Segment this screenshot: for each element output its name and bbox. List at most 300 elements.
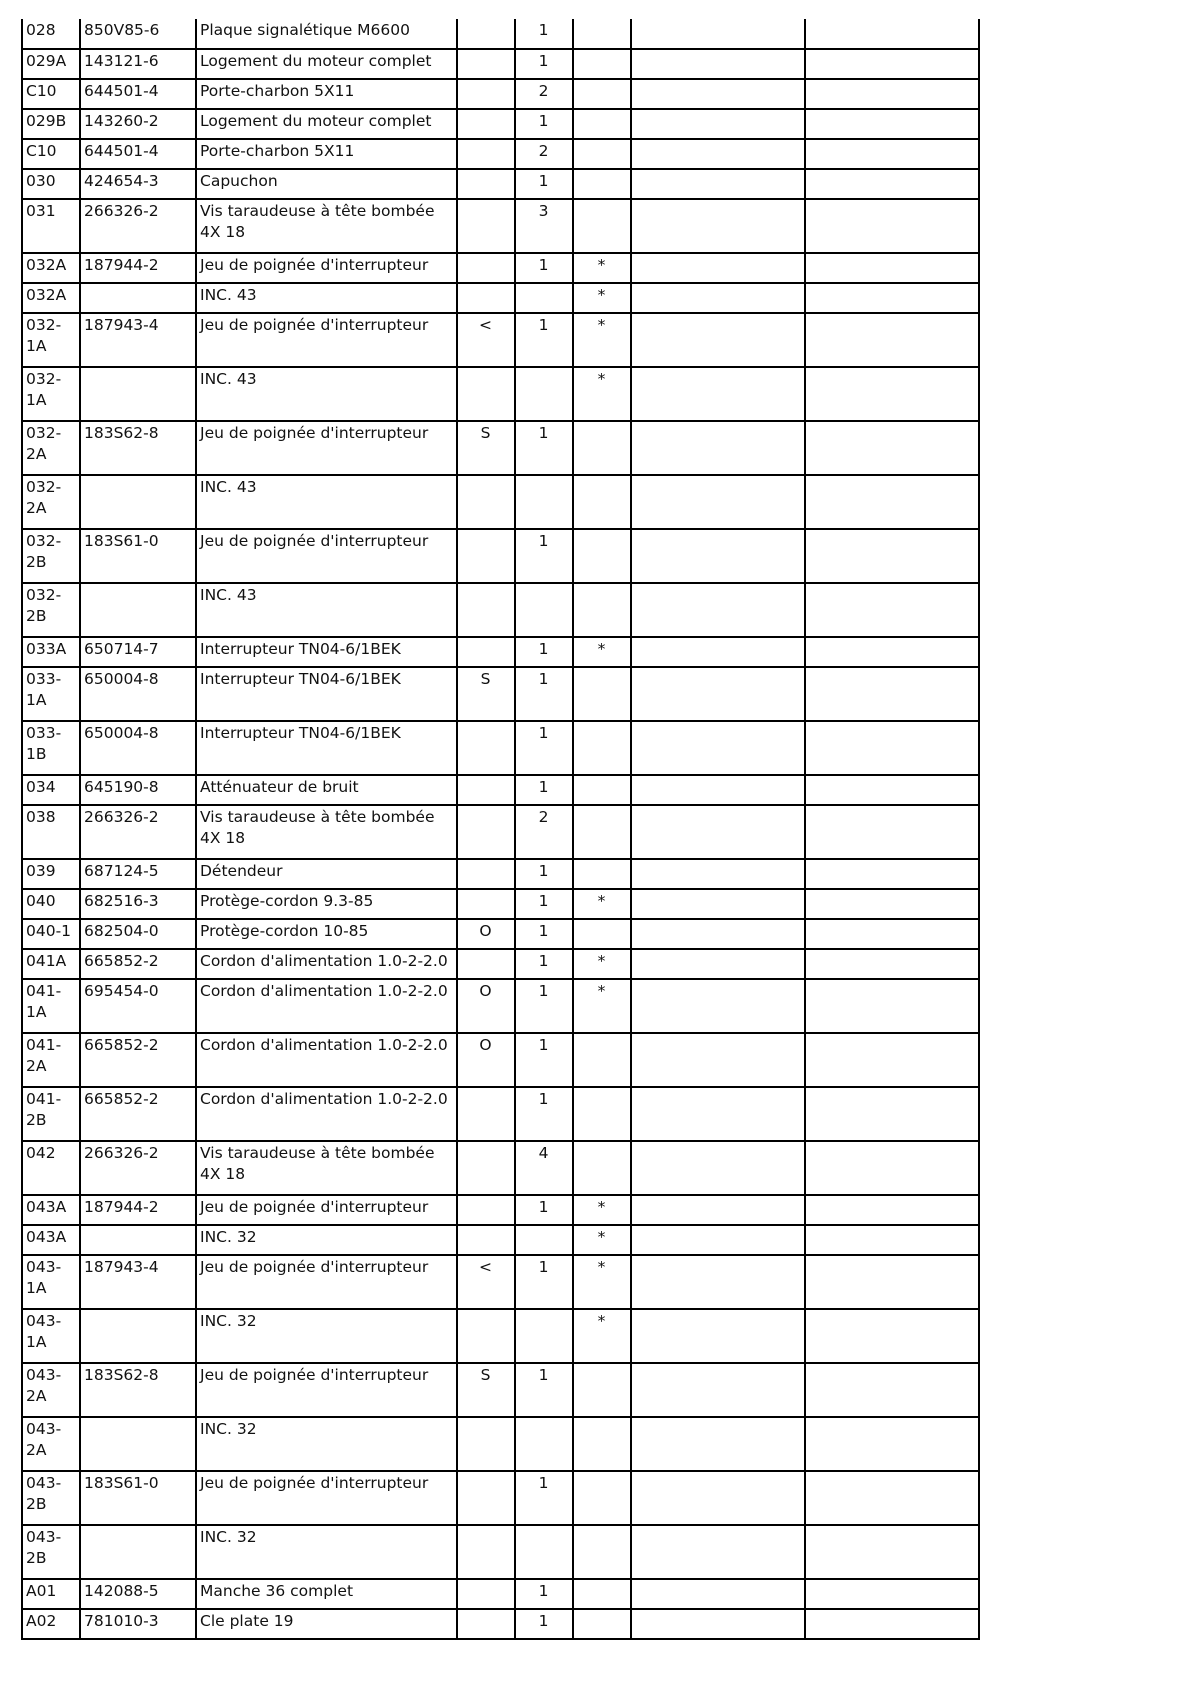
table-row xyxy=(22,529,979,583)
flag-cell xyxy=(573,421,631,475)
description-cell: Jeu de poignée d'interrupteur xyxy=(196,421,457,475)
quantity-cell: 1 xyxy=(515,859,573,889)
blank-cell xyxy=(631,979,805,1033)
item-number-cell: 032A xyxy=(22,253,80,283)
quantity-cell: 1 xyxy=(515,775,573,805)
table-row xyxy=(22,1471,979,1525)
item-number-cell: 043-2B xyxy=(22,1525,80,1579)
blank-cell xyxy=(631,1609,805,1639)
quantity-cell: 1 xyxy=(515,637,573,667)
table-row xyxy=(22,139,979,169)
part-number-cell: 644501-4 xyxy=(80,139,196,169)
description-cell: Interrupteur TN04-6/1BEK xyxy=(196,721,457,775)
item-number-cell: 040-1 xyxy=(22,919,80,949)
blank-cell xyxy=(631,421,805,475)
remark-cell xyxy=(457,1141,515,1195)
remark-cell: S xyxy=(457,421,515,475)
blank-cell xyxy=(805,979,979,1033)
blank-cell xyxy=(631,805,805,859)
description-cell: Protège-cordon 9.3-85 xyxy=(196,889,457,919)
description-cell: Porte-charbon 5X11 xyxy=(196,79,457,109)
item-number-cell: 032-2A xyxy=(22,475,80,529)
part-number-cell: 266326-2 xyxy=(80,199,196,253)
part-number-cell: 183S62-8 xyxy=(80,421,196,475)
table-row xyxy=(22,805,979,859)
table-row xyxy=(22,1225,979,1255)
blank-cell xyxy=(631,667,805,721)
flag-cell xyxy=(573,1087,631,1141)
item-number-cell: 032-2B xyxy=(22,583,80,637)
table-row xyxy=(22,169,979,199)
table-row xyxy=(22,889,979,919)
remark-cell xyxy=(457,1417,515,1471)
item-number-cell: 043A xyxy=(22,1225,80,1255)
item-number-cell: 028 xyxy=(22,19,80,49)
blank-cell xyxy=(631,109,805,139)
blank-cell xyxy=(805,1471,979,1525)
description-cell: Vis taraudeuse à tête bombée 4X 18 xyxy=(196,199,457,253)
blank-cell xyxy=(805,1225,979,1255)
table-row xyxy=(22,367,979,421)
table-row xyxy=(22,1525,979,1579)
remark-cell xyxy=(457,139,515,169)
description-cell: Manche 36 complet xyxy=(196,1579,457,1609)
remark-cell xyxy=(457,805,515,859)
flag-cell xyxy=(573,805,631,859)
quantity-cell: 1 xyxy=(515,979,573,1033)
blank-cell xyxy=(805,1195,979,1225)
blank-cell xyxy=(805,1309,979,1363)
remark-cell xyxy=(457,49,515,79)
quantity-cell: 1 xyxy=(515,1579,573,1609)
item-number-cell: C10 xyxy=(22,139,80,169)
part-number-cell: 143260-2 xyxy=(80,109,196,139)
part-number-cell: 650004-8 xyxy=(80,721,196,775)
flag-cell xyxy=(573,859,631,889)
remark-cell xyxy=(457,1225,515,1255)
remark-cell xyxy=(457,775,515,805)
table-row xyxy=(22,421,979,475)
part-number-cell: 143121-6 xyxy=(80,49,196,79)
table-row xyxy=(22,1609,979,1639)
flag-cell: * xyxy=(573,889,631,919)
blank-cell xyxy=(805,859,979,889)
table-row xyxy=(22,79,979,109)
flag-cell: * xyxy=(573,1195,631,1225)
quantity-cell: 1 xyxy=(515,1609,573,1639)
item-number-cell: 038 xyxy=(22,805,80,859)
blank-cell xyxy=(631,637,805,667)
table-row xyxy=(22,637,979,667)
item-number-cell: C10 xyxy=(22,79,80,109)
table-row xyxy=(22,49,979,79)
table-row xyxy=(22,721,979,775)
remark-cell xyxy=(457,637,515,667)
blank-cell xyxy=(631,1033,805,1087)
table-row xyxy=(22,283,979,313)
quantity-cell: 1 xyxy=(515,1255,573,1309)
quantity-cell xyxy=(515,583,573,637)
table-row xyxy=(22,1417,979,1471)
item-number-cell: 032-1A xyxy=(22,367,80,421)
blank-cell xyxy=(631,253,805,283)
part-number-cell: 424654-3 xyxy=(80,169,196,199)
description-cell: INC. 32 xyxy=(196,1225,457,1255)
flag-cell xyxy=(573,1417,631,1471)
description-cell: Jeu de poignée d'interrupteur xyxy=(196,253,457,283)
blank-cell xyxy=(805,253,979,283)
item-number-cell: 043A xyxy=(22,1195,80,1225)
flag-cell xyxy=(573,1609,631,1639)
blank-cell xyxy=(631,1141,805,1195)
blank-cell xyxy=(631,19,805,49)
flag-cell: * xyxy=(573,979,631,1033)
item-number-cell: 043-1A xyxy=(22,1309,80,1363)
flag-cell: * xyxy=(573,1309,631,1363)
blank-cell xyxy=(631,139,805,169)
blank-cell xyxy=(631,583,805,637)
blank-cell xyxy=(631,775,805,805)
item-number-cell: 033-1A xyxy=(22,667,80,721)
flag-cell xyxy=(573,169,631,199)
blank-cell xyxy=(631,1471,805,1525)
blank-cell xyxy=(805,49,979,79)
flag-cell xyxy=(573,1579,631,1609)
item-number-cell: 033A xyxy=(22,637,80,667)
blank-cell xyxy=(631,199,805,253)
blank-cell xyxy=(805,1579,979,1609)
blank-cell xyxy=(805,79,979,109)
quantity-cell: 1 xyxy=(515,1363,573,1417)
flag-cell xyxy=(573,1033,631,1087)
blank-cell xyxy=(805,169,979,199)
blank-cell xyxy=(805,775,979,805)
parts-list-body xyxy=(22,19,979,1639)
table-row xyxy=(22,1033,979,1087)
item-number-cell: 041-2B xyxy=(22,1087,80,1141)
blank-cell xyxy=(805,421,979,475)
quantity-cell: 1 xyxy=(515,421,573,475)
table-row xyxy=(22,199,979,253)
item-number-cell: 041-2A xyxy=(22,1033,80,1087)
blank-cell xyxy=(805,583,979,637)
blank-cell xyxy=(631,529,805,583)
blank-cell xyxy=(805,139,979,169)
description-cell: INC. 43 xyxy=(196,583,457,637)
part-number-cell: 650004-8 xyxy=(80,667,196,721)
description-cell: INC. 43 xyxy=(196,367,457,421)
quantity-cell: 1 xyxy=(515,313,573,367)
flag-cell: * xyxy=(573,253,631,283)
quantity-cell: 1 xyxy=(515,889,573,919)
table-row xyxy=(22,475,979,529)
item-number-cell: 033-1B xyxy=(22,721,80,775)
item-number-cell: 041A xyxy=(22,949,80,979)
table-row xyxy=(22,19,979,49)
remark-cell: O xyxy=(457,979,515,1033)
description-cell: Interrupteur TN04-6/1BEK xyxy=(196,667,457,721)
quantity-cell: 2 xyxy=(515,139,573,169)
quantity-cell xyxy=(515,475,573,529)
description-cell: INC. 43 xyxy=(196,475,457,529)
remark-cell xyxy=(457,1471,515,1525)
blank-cell xyxy=(631,313,805,367)
table-row xyxy=(22,1255,979,1309)
blank-cell xyxy=(631,475,805,529)
part-number-cell xyxy=(80,1417,196,1471)
quantity-cell xyxy=(515,1225,573,1255)
blank-cell xyxy=(805,919,979,949)
blank-cell xyxy=(631,1195,805,1225)
blank-cell xyxy=(805,721,979,775)
remark-cell xyxy=(457,1087,515,1141)
remark-cell xyxy=(457,169,515,199)
blank-cell xyxy=(805,889,979,919)
part-number-cell: 682504-0 xyxy=(80,919,196,949)
blank-cell xyxy=(805,313,979,367)
remark-cell xyxy=(457,79,515,109)
blank-cell xyxy=(631,889,805,919)
blank-cell xyxy=(805,1033,979,1087)
part-number-cell xyxy=(80,1309,196,1363)
blank-cell xyxy=(631,1225,805,1255)
blank-cell xyxy=(805,1141,979,1195)
quantity-cell: 1 xyxy=(515,253,573,283)
part-number-cell: 187943-4 xyxy=(80,1255,196,1309)
part-number-cell: 850V85-6 xyxy=(80,19,196,49)
part-number-cell: 266326-2 xyxy=(80,1141,196,1195)
table-row xyxy=(22,859,979,889)
item-number-cell: 029A xyxy=(22,49,80,79)
blank-cell xyxy=(805,475,979,529)
quantity-cell: 1 xyxy=(515,667,573,721)
blank-cell xyxy=(805,805,979,859)
part-number-cell: 183S62-8 xyxy=(80,1363,196,1417)
description-cell: INC. 43 xyxy=(196,283,457,313)
item-number-cell: 031 xyxy=(22,199,80,253)
description-cell: INC. 32 xyxy=(196,1525,457,1579)
remark-cell xyxy=(457,1579,515,1609)
flag-cell: * xyxy=(573,1225,631,1255)
quantity-cell: 1 xyxy=(515,919,573,949)
flag-cell xyxy=(573,49,631,79)
item-number-cell: 041-1A xyxy=(22,979,80,1033)
description-cell: Logement du moteur complet xyxy=(196,109,457,139)
remark-cell: O xyxy=(457,1033,515,1087)
table-row xyxy=(22,949,979,979)
description-cell: Vis taraudeuse à tête bombée 4X 18 xyxy=(196,805,457,859)
remark-cell xyxy=(457,1309,515,1363)
item-number-cell: 042 xyxy=(22,1141,80,1195)
flag-cell: * xyxy=(573,313,631,367)
item-number-cell: 032-1A xyxy=(22,313,80,367)
flag-cell xyxy=(573,1525,631,1579)
blank-cell xyxy=(631,1309,805,1363)
item-number-cell: 040 xyxy=(22,889,80,919)
flag-cell xyxy=(573,667,631,721)
description-cell: Protège-cordon 10-85 xyxy=(196,919,457,949)
flag-cell: * xyxy=(573,1255,631,1309)
remark-cell xyxy=(457,283,515,313)
description-cell: Cordon d'alimentation 1.0-2-2.0 xyxy=(196,949,457,979)
flag-cell xyxy=(573,529,631,583)
part-number-cell: 644501-4 xyxy=(80,79,196,109)
quantity-cell: 1 xyxy=(515,721,573,775)
remark-cell xyxy=(457,529,515,583)
blank-cell xyxy=(805,1525,979,1579)
part-number-cell xyxy=(80,583,196,637)
flag-cell xyxy=(573,475,631,529)
flag-cell xyxy=(573,1471,631,1525)
blank-cell xyxy=(631,79,805,109)
table-row xyxy=(22,253,979,283)
item-number-cell: A01 xyxy=(22,1579,80,1609)
quantity-cell: 2 xyxy=(515,805,573,859)
item-number-cell: 032A xyxy=(22,283,80,313)
table-row xyxy=(22,1579,979,1609)
table-row xyxy=(22,667,979,721)
remark-cell xyxy=(457,475,515,529)
item-number-cell: 030 xyxy=(22,169,80,199)
table-row xyxy=(22,313,979,367)
item-number-cell: 029B xyxy=(22,109,80,139)
remark-cell xyxy=(457,859,515,889)
quantity-cell xyxy=(515,1309,573,1363)
blank-cell xyxy=(631,367,805,421)
quantity-cell: 3 xyxy=(515,199,573,253)
remark-cell xyxy=(457,19,515,49)
part-number-cell: 187944-2 xyxy=(80,253,196,283)
quantity-cell: 1 xyxy=(515,1087,573,1141)
part-number-cell: 183S61-0 xyxy=(80,1471,196,1525)
remark-cell xyxy=(457,109,515,139)
item-number-cell: 043-2A xyxy=(22,1417,80,1471)
description-cell: Jeu de poignée d'interrupteur xyxy=(196,313,457,367)
description-cell: Jeu de poignée d'interrupteur xyxy=(196,1363,457,1417)
description-cell: Jeu de poignée d'interrupteur xyxy=(196,529,457,583)
remark-cell xyxy=(457,721,515,775)
table-row xyxy=(22,1309,979,1363)
remark-cell xyxy=(457,583,515,637)
item-number-cell: 032-2B xyxy=(22,529,80,583)
flag-cell xyxy=(573,775,631,805)
quantity-cell xyxy=(515,1525,573,1579)
part-number-cell: 781010-3 xyxy=(80,1609,196,1639)
flag-cell: * xyxy=(573,367,631,421)
description-cell: INC. 32 xyxy=(196,1309,457,1363)
item-number-cell: 043-2A xyxy=(22,1363,80,1417)
flag-cell xyxy=(573,1141,631,1195)
description-cell: Détendeur xyxy=(196,859,457,889)
part-number-cell: 665852-2 xyxy=(80,1033,196,1087)
blank-cell xyxy=(631,949,805,979)
blank-cell xyxy=(805,367,979,421)
blank-cell xyxy=(631,1087,805,1141)
part-number-cell xyxy=(80,283,196,313)
remark-cell xyxy=(457,253,515,283)
quantity-cell: 2 xyxy=(515,79,573,109)
description-cell: INC. 32 xyxy=(196,1417,457,1471)
part-number-cell: 266326-2 xyxy=(80,805,196,859)
part-number-cell: 695454-0 xyxy=(80,979,196,1033)
part-number-cell: 650714-7 xyxy=(80,637,196,667)
blank-cell xyxy=(631,1525,805,1579)
blank-cell xyxy=(805,1609,979,1639)
quantity-cell xyxy=(515,367,573,421)
blank-cell xyxy=(631,49,805,79)
item-number-cell: 039 xyxy=(22,859,80,889)
table-row xyxy=(22,1195,979,1225)
blank-cell xyxy=(631,283,805,313)
description-cell: Vis taraudeuse à tête bombée 4X 18 xyxy=(196,1141,457,1195)
table-row xyxy=(22,775,979,805)
description-cell: Cordon d'alimentation 1.0-2-2.0 xyxy=(196,979,457,1033)
remark-cell: < xyxy=(457,1255,515,1309)
flag-cell xyxy=(573,19,631,49)
blank-cell xyxy=(631,1579,805,1609)
flag-cell xyxy=(573,721,631,775)
part-number-cell: 645190-8 xyxy=(80,775,196,805)
description-cell: Jeu de poignée d'interrupteur xyxy=(196,1471,457,1525)
blank-cell xyxy=(631,919,805,949)
quantity-cell: 1 xyxy=(515,109,573,139)
table-row xyxy=(22,109,979,139)
blank-cell xyxy=(631,169,805,199)
description-cell: Cordon d'alimentation 1.0-2-2.0 xyxy=(196,1087,457,1141)
blank-cell xyxy=(805,1363,979,1417)
flag-cell xyxy=(573,583,631,637)
remark-cell xyxy=(457,1195,515,1225)
description-cell: Plaque signalétique M6600 xyxy=(196,19,457,49)
blank-cell xyxy=(805,529,979,583)
part-number-cell xyxy=(80,475,196,529)
quantity-cell: 1 xyxy=(515,949,573,979)
item-number-cell: 043-1A xyxy=(22,1255,80,1309)
part-number-cell: 187943-4 xyxy=(80,313,196,367)
item-number-cell: A02 xyxy=(22,1609,80,1639)
quantity-cell: 1 xyxy=(515,1195,573,1225)
part-number-cell: 142088-5 xyxy=(80,1579,196,1609)
table-row xyxy=(22,1141,979,1195)
table-row xyxy=(22,583,979,637)
remark-cell xyxy=(457,199,515,253)
description-cell: Interrupteur TN04-6/1BEK xyxy=(196,637,457,667)
flag-cell xyxy=(573,79,631,109)
flag-cell xyxy=(573,139,631,169)
quantity-cell: 1 xyxy=(515,1033,573,1087)
quantity-cell: 4 xyxy=(515,1141,573,1195)
remark-cell: S xyxy=(457,1363,515,1417)
quantity-cell: 1 xyxy=(515,19,573,49)
blank-cell xyxy=(805,949,979,979)
flag-cell xyxy=(573,199,631,253)
flag-cell xyxy=(573,919,631,949)
item-number-cell: 043-2B xyxy=(22,1471,80,1525)
description-cell: Logement du moteur complet xyxy=(196,49,457,79)
remark-cell xyxy=(457,1609,515,1639)
table-row xyxy=(22,919,979,949)
item-number-cell: 032-2A xyxy=(22,421,80,475)
blank-cell xyxy=(805,1417,979,1471)
blank-cell xyxy=(805,667,979,721)
blank-cell xyxy=(631,1255,805,1309)
remark-cell xyxy=(457,1525,515,1579)
quantity-cell: 1 xyxy=(515,169,573,199)
blank-cell xyxy=(631,1417,805,1471)
blank-cell xyxy=(805,199,979,253)
item-number-cell: 034 xyxy=(22,775,80,805)
flag-cell xyxy=(573,109,631,139)
